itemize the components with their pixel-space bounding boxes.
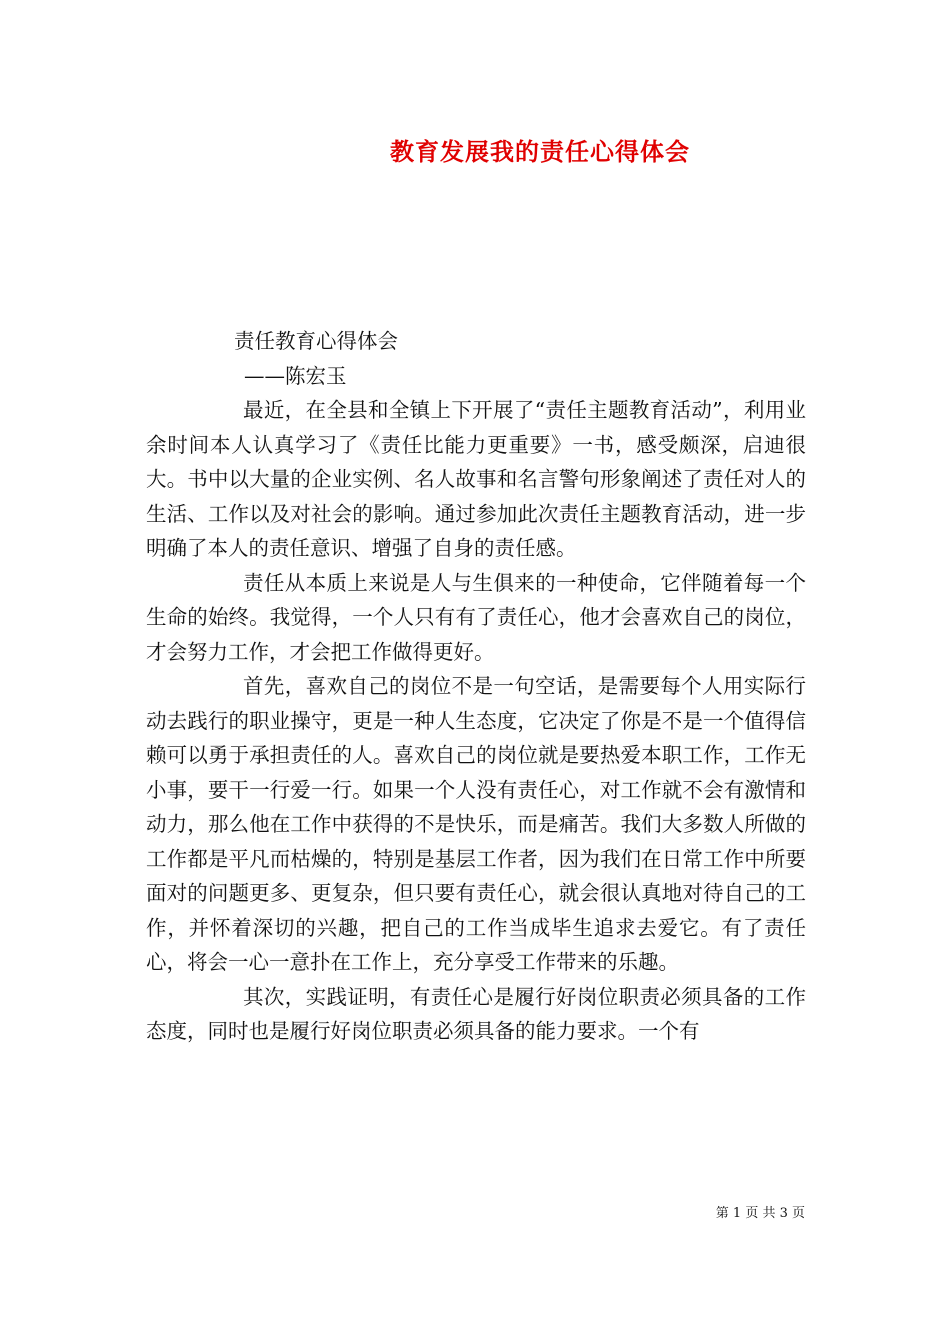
author-line: ——陈宏玉 (244, 363, 347, 388)
document-title: 教育发展我的责任心得体会 (390, 137, 690, 166)
document-body (146, 324, 806, 1049)
page-number-footer: 第 1 页 共 3 页 (715, 1206, 805, 1221)
paragraph-3: 首先，喜欢自己的岗位不是一句空话，是需要每个人用实际行动去践行的职业操守，更是一种人生态度，它决定了你是不是一个值得信赖可以勇于承担责任的人。喜欢自己的岗位就是要热爱本职工作，工作无小事，要干一行爱一行。如果一个人没有责任心，对工作就不会有激情和动力，那么他在工作中获得的不是快乐，而是痛苦。我们大多数人所做的工作都是平凡而枯燥的，特别是基层工作者，因为我们在日常工作中所要面对的问题更多、更复杂，但只要有责任心，就会很认真地对待自己的工作，并怀着深切的兴趣，把自己的工作当成毕生追求去爱它。有了责任心，将会一心一意扑在工作上，充分享受工作带来的乐趣。 (146, 674, 806, 974)
paragraph-2: 责任从本质上来说是人与生俱来的一种使命，它伴随着每一个生命的始终。我觉得，一个人只有有了责任心，他才会喜欢自己的岗位，才会努力工作，才会把工作做得更好。 (146, 570, 806, 664)
paragraph-1: 最近，在全县和全镇上下开展了“责任主题教育活动”，利用业余时间本人认真学习了《责任比能力更重要》一书，感受颇深，启迪很大。书中以大量的企业实例、名人故事和名言警句形象阐述了责任对人的生活、工作以及对社会的影响。通过参加此次责任主题教育活动，进一步明确了本人的责任意识、增强了自身的责任感。 (146, 398, 806, 560)
section-subheading: 责任教育心得体会 (234, 329, 398, 353)
paragraph-4: 其次，实践证明，有责任心是履行好岗位职责必须具备的工作态度，同时也是履行好岗位职责必须具备的能力要求。一个有 (146, 984, 806, 1043)
